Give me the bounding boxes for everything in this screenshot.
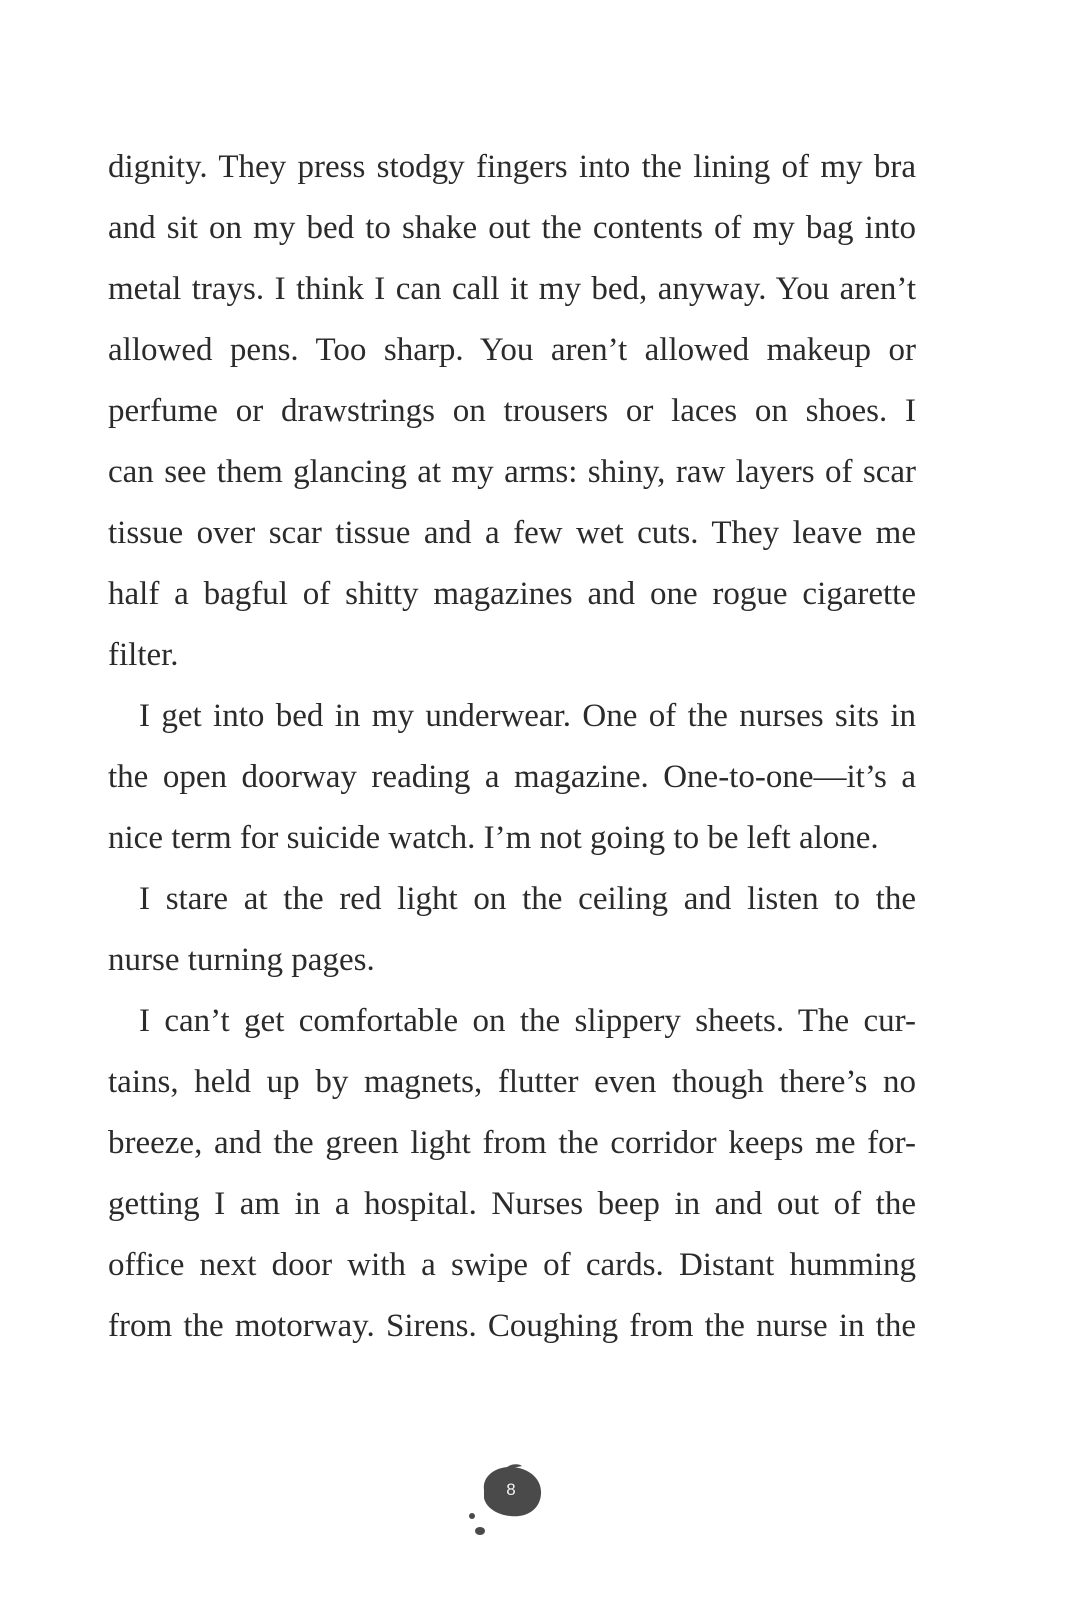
text-line: breeze, and the green light from the corridor keeps me for-	[108, 1125, 916, 1161]
ink-blot-icon	[462, 1458, 552, 1568]
text-line: perfume or drawstrings on trousers or laces on shoes. I	[108, 393, 916, 429]
text-line: and sit on my bed to shake out the contents of my bag into	[108, 210, 916, 246]
text-line: filter.	[108, 637, 179, 673]
text-line: tissue over scar tissue and a few wet cuts. They leave me	[108, 515, 916, 551]
text-line: getting I am in a hospital. Nurses beep in and out of the	[108, 1186, 916, 1222]
body-text	[108, 140, 916, 1360]
text-line: allowed pens. Too sharp. You aren’t allowed makeup or	[108, 332, 916, 368]
paragraph-first-line: I stare at the red light on the ceiling and listen to the	[139, 881, 916, 917]
text-line: tains, held up by magnets, flutter even though there’s no	[108, 1064, 916, 1100]
text-line: nice term for suicide watch. I’m not going to be left alone.	[108, 820, 879, 856]
text-line: office next door with a swipe of cards. Distant humming	[108, 1247, 916, 1283]
text-line: metal trays. I think I can call it my bed, anyway. You aren’t	[108, 271, 916, 307]
text-line: dignity. They press stodgy fingers into the lining of my bra	[108, 149, 916, 185]
text-line: can see them glancing at my arms: shiny, raw layers of scar	[108, 454, 916, 490]
page-number-badge	[462, 1458, 552, 1568]
text-line: from the motorway. Sirens. Coughing from the nurse in the	[108, 1308, 916, 1344]
text-line: half a bagful of shitty magazines and one rogue cigarette	[108, 576, 916, 612]
paragraph-first-line: I get into bed in my underwear. One of the nurses sits in	[139, 698, 916, 734]
text-line: the open doorway reading a magazine. One-to-one—it’s a	[108, 759, 916, 795]
text-line: nurse turning pages.	[108, 942, 375, 978]
paragraph-first-line: I can’t get comfortable on the slippery sheets. The cur-	[139, 1003, 916, 1039]
page-number: 8	[506, 1480, 516, 1499]
